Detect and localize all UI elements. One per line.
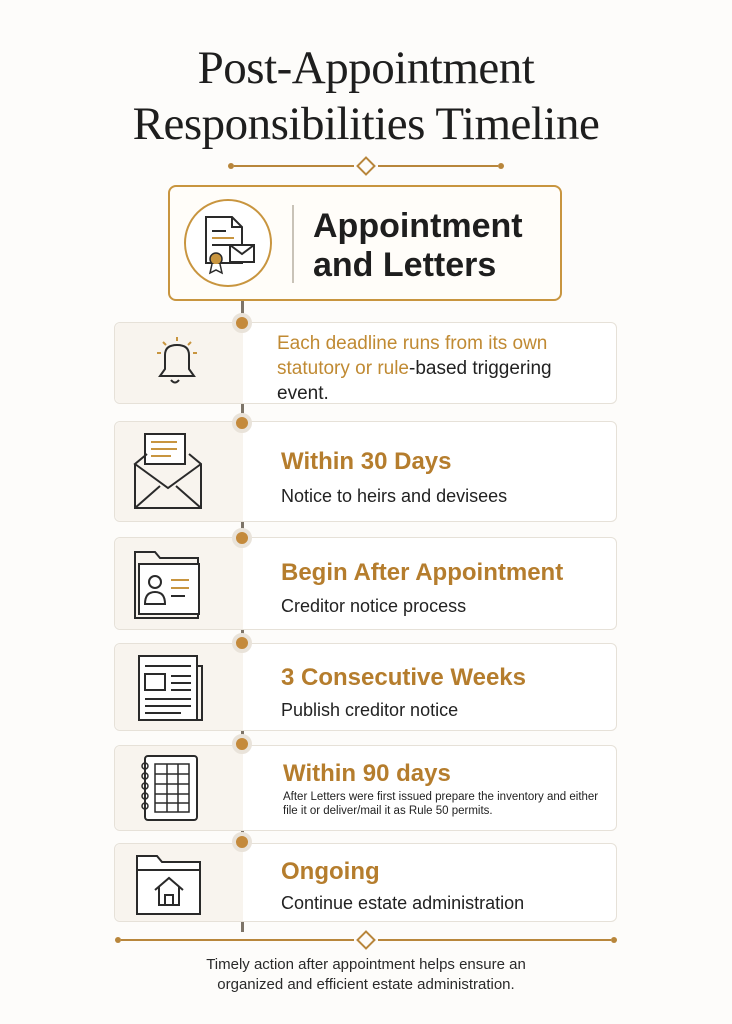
- timeline-node: [232, 528, 252, 548]
- folder-home-icon: [115, 844, 243, 921]
- step-description: Creditor notice process: [281, 596, 467, 616]
- step-description: Notice to heirs and devisees: [281, 486, 508, 506]
- footer-text: [0, 955, 732, 995]
- step-title: 3 Consecutive Weeks: [281, 664, 527, 691]
- top-divider: [228, 159, 504, 173]
- header-separator: [292, 205, 294, 283]
- footer-line-1: Timely action after appointment helps ensure an: [206, 956, 526, 973]
- page-title: [0, 40, 732, 152]
- note-rest: -based triggering event.: [277, 358, 552, 404]
- step-title: Begin After Appointment: [281, 559, 564, 586]
- timeline-node: [232, 633, 252, 653]
- folder-contact-icon: [115, 538, 243, 629]
- ledger-notebook-icon: [115, 746, 243, 830]
- step-description: Continue estate administration: [281, 893, 525, 913]
- step-description: After Letters were first issued prepare the inventory and either file it or deliver/mail it as Rule 50 permits.: [283, 791, 599, 817]
- step-title: Ongoing: [281, 858, 380, 885]
- title-line-1: Post-Appointment: [197, 42, 535, 94]
- envelope-letter-icon: [115, 422, 243, 521]
- bottom-divider: [115, 933, 617, 947]
- bell-icon: [115, 323, 243, 403]
- step-description: Publish creditor notice: [281, 700, 459, 720]
- newspaper-icon: [115, 644, 243, 730]
- step-title: Within 90 days: [283, 760, 451, 787]
- note-highlight: Each deadline runs from its own statutory or rule: [277, 333, 548, 379]
- title-line-2: Responsibilities Timeline: [132, 98, 600, 150]
- diamond-ornament-icon: [356, 156, 376, 176]
- header-title: [313, 207, 523, 285]
- header-line-2: and Letters: [313, 246, 497, 284]
- timeline-step-card: [114, 421, 617, 522]
- appointment-header-card: [168, 185, 562, 301]
- header-line-1: Appointment: [313, 207, 523, 245]
- document-certificate-envelope-icon: [184, 199, 272, 287]
- step-title: Within 30 Days: [281, 448, 452, 475]
- timeline-node: [232, 413, 252, 433]
- timeline-node: [232, 832, 252, 852]
- deadline-note-card: [114, 322, 617, 404]
- timeline-step-card: [114, 745, 617, 831]
- timeline-node: [232, 313, 252, 333]
- diamond-ornament-icon: [356, 930, 376, 950]
- deadline-note-text: [277, 331, 607, 406]
- timeline-step-card: [114, 843, 617, 922]
- timeline-step-card: [114, 537, 617, 630]
- timeline-node: [232, 734, 252, 754]
- footer-line-2: organized and efficient estate administration.: [217, 976, 515, 993]
- timeline-step-card: [114, 643, 617, 731]
